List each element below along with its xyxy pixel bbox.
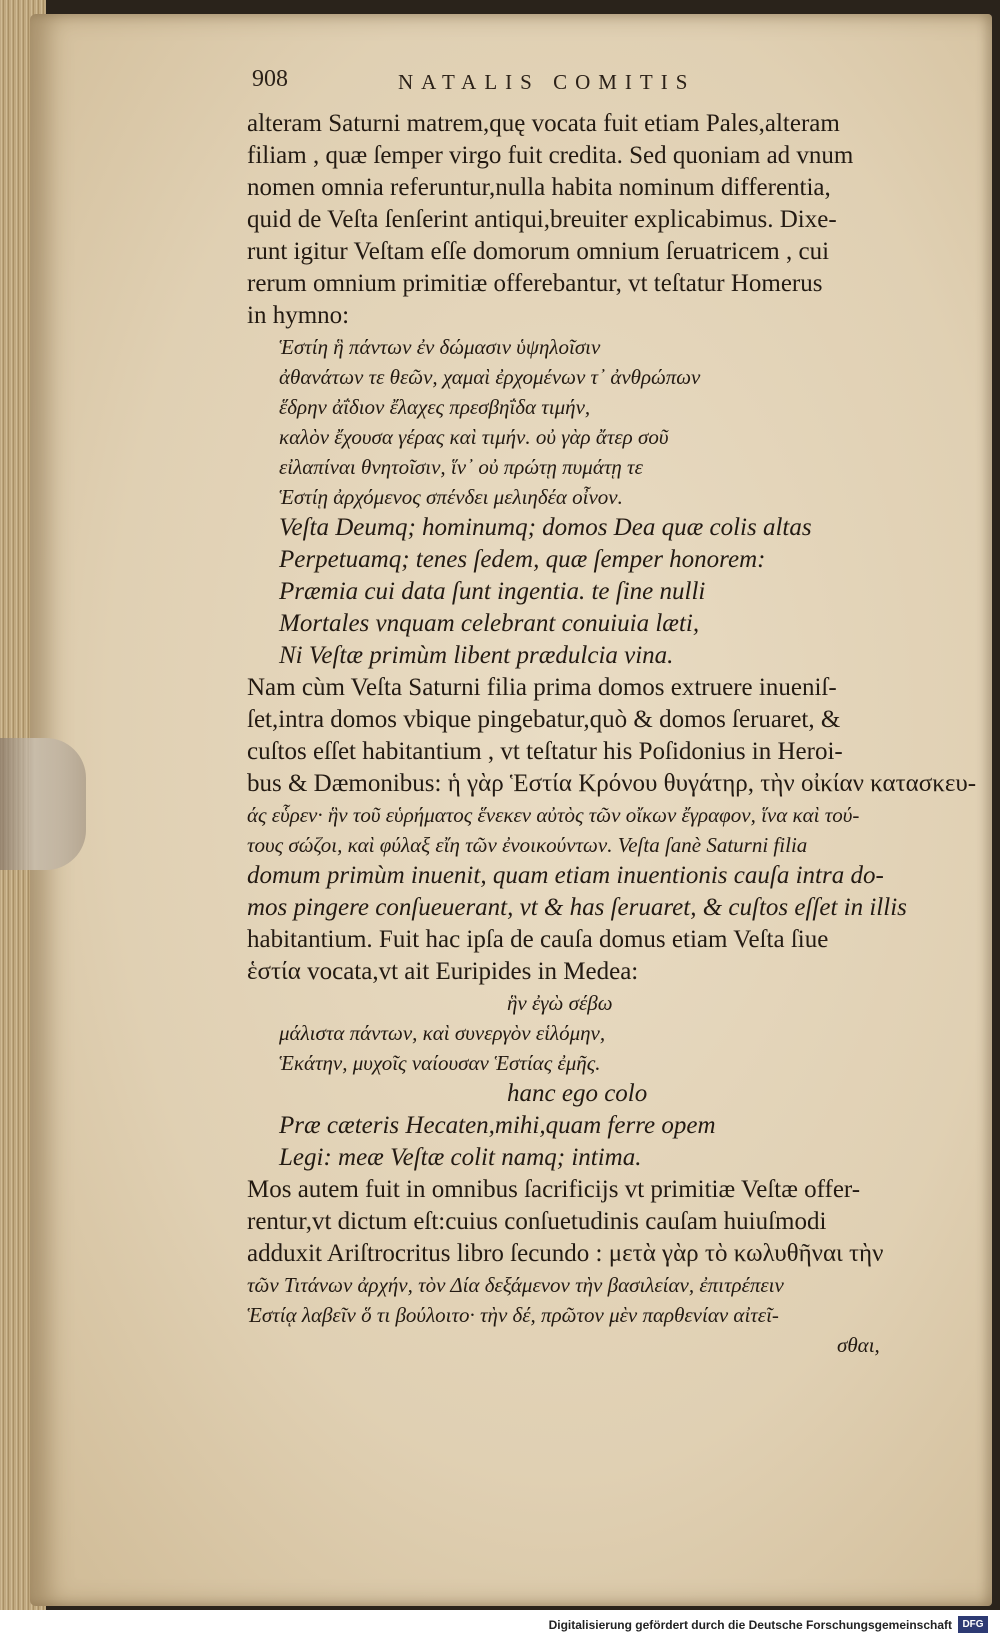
footer	[0, 1612, 1000, 1639]
running-head: NATALIS COMITIS	[398, 70, 696, 94]
text-line: quid de Veſta ſenſerint antiqui,breuiter explicabimus. Dixe-	[247, 206, 837, 233]
text-line: nomen omnia referuntur,nulla habita nominum differentia,	[247, 174, 831, 201]
text-line: μάλιστα πάντων, καὶ συνεργὸν εἱλόμην,	[279, 1021, 606, 1045]
text-line: Præmia cui data ſunt ingentia. te ſine nulli	[279, 578, 706, 605]
text-line: Ni Veſtæ primùm libent prædulcia vina.	[279, 642, 674, 669]
text-line: runt igitur Veſtam eſſe domorum omnium ſeruatricem , cui	[247, 238, 830, 265]
text-line: adduxit Ariſtrocritus libro ſecundo : μετὰ γὰρ τὸ κωλυθῆναι τὴν	[247, 1240, 884, 1267]
text-line: Legi: meæ Veſtæ colit namq; intima.	[279, 1144, 642, 1171]
text-line: Præ cæteris Hecaten,mihi,quam ferre opem	[279, 1112, 716, 1139]
page-header	[252, 60, 912, 100]
text-block	[247, 108, 977, 1360]
text-line: rentur,vt dictum eſt:cuius conſuetudinis cauſam huiuſmodi	[247, 1208, 827, 1235]
text-line: Nam cùm Veſta Saturni filia prima domos extruere inueniſ-	[247, 674, 837, 701]
funding-credit: Digitalisierung gefördert durch die Deutsche Forschungsgemeinschaft	[548, 1618, 952, 1632]
text-line: εἰλαπίναι θνητοῖσιν, ἵν᾽ οὐ πρώτῃ πυμάτῃ τε	[279, 455, 643, 479]
text-line: Mos autem fuit in omnibus ſacrificijs vt primitiæ Veſtæ offer-	[247, 1176, 861, 1203]
text-line: habitantium. Fuit hac ipſa de cauſa domus etiam Veſta ſiue	[247, 926, 829, 953]
text-line: ſet,intra domos vbique pingebatur,quò & domos ſeruaret, &	[247, 706, 841, 733]
text-line: filiam , quæ ſemper virgo fuit credita. Sed quoniam ad vnum	[247, 142, 854, 169]
text-line: Ἑστίη ἣ πάντων ἐν δώμασιν ὑψηλοῖσιν	[279, 335, 601, 359]
text-line: cuſtos eſſet habitantium , vt teſtatur his Poſidonius in Heroi-	[247, 738, 843, 765]
text-line: domum primùm inuenit, quam etiam inuentionis cauſa intra do-	[247, 862, 884, 889]
text-line: alteram Saturni matrem,quę vocata fuit etiam Pales,alteram	[247, 110, 840, 137]
text-line: Ἑστίᾳ λαβεῖν ὅ τι βούλοιτο· τὴν δέ, πρῶτον μὲν παρθενίαν αἰτεῖ-	[247, 1303, 779, 1327]
text-line: Perpetuamq; tenes ſedem, quæ ſemper honorem:	[279, 546, 766, 573]
text-line: ἣν ἐγὼ σέβω	[507, 991, 613, 1015]
text-line: bus & Dæmonibus: ἡ γὰρ Ἑστία Κρόνου θυγάτηρ, τὴν οἰκίαν κατασκευ-	[247, 770, 977, 797]
text-line: Ἑκάτην, μυχοῖς ναίουσαν Ἑστίας ἐμῆς.	[279, 1051, 601, 1075]
text-line: in hymno:	[247, 302, 350, 329]
text-line: Mortales vnquam celebrant conuiuia læti,	[279, 610, 700, 637]
text-line: τους σώζοι, καὶ φύλαξ εἴη τῶν ἐνοικούντων. Veſta ſanè Saturni filia	[247, 833, 808, 857]
text-line: Veſta Deumq; hominumq; domos Dea quæ colis altas	[279, 514, 812, 541]
text-line: ἕδρην ἀΐδιον ἔλαχες πρεσβηΐδα τιμήν,	[279, 395, 591, 419]
page-number: 908	[252, 66, 288, 92]
text-line: Ἑστίῃ ἀρχόμενος σπένδει μελιηδέα οἶνον.	[279, 485, 623, 509]
text-line: άς εὗρεν· ἣν τοῦ εὑρήματος ἕνεκεν αὐτὸς τῶν οἴκων ἔγραφον, ἵνα καὶ τού-	[247, 803, 860, 827]
text-line: ἀθανάτων τε θεῶν, χαμαὶ ἐρχομένων τ᾽ ἀνθρώπων	[279, 365, 701, 389]
text-line: τῶν Τιτάνων ἀρχήν, τὸν Δία δεξάμενον τὴν βασιλείαν, ἐπιτρέπειν	[247, 1273, 784, 1297]
dfg-logo: DFG	[958, 1616, 988, 1633]
book-clasp	[0, 738, 86, 870]
text-line: rerum omnium primitiæ offerebantur, vt teſtatur Homerus	[247, 270, 823, 297]
text-line: hanc ego colo	[507, 1080, 648, 1107]
text-line: σθαι,	[837, 1333, 880, 1357]
text-line: ἑστία vocata,vt ait Euripides in Medea:	[247, 958, 639, 985]
text-line: καλὸν ἔχουσα γέρας καὶ τιμήν. οὐ γὰρ ἄτερ σοῦ	[279, 425, 669, 449]
text-line: mos pingere conſueuerant, vt & has ſeruaret, & cuſtos eſſet in illis	[247, 894, 907, 921]
